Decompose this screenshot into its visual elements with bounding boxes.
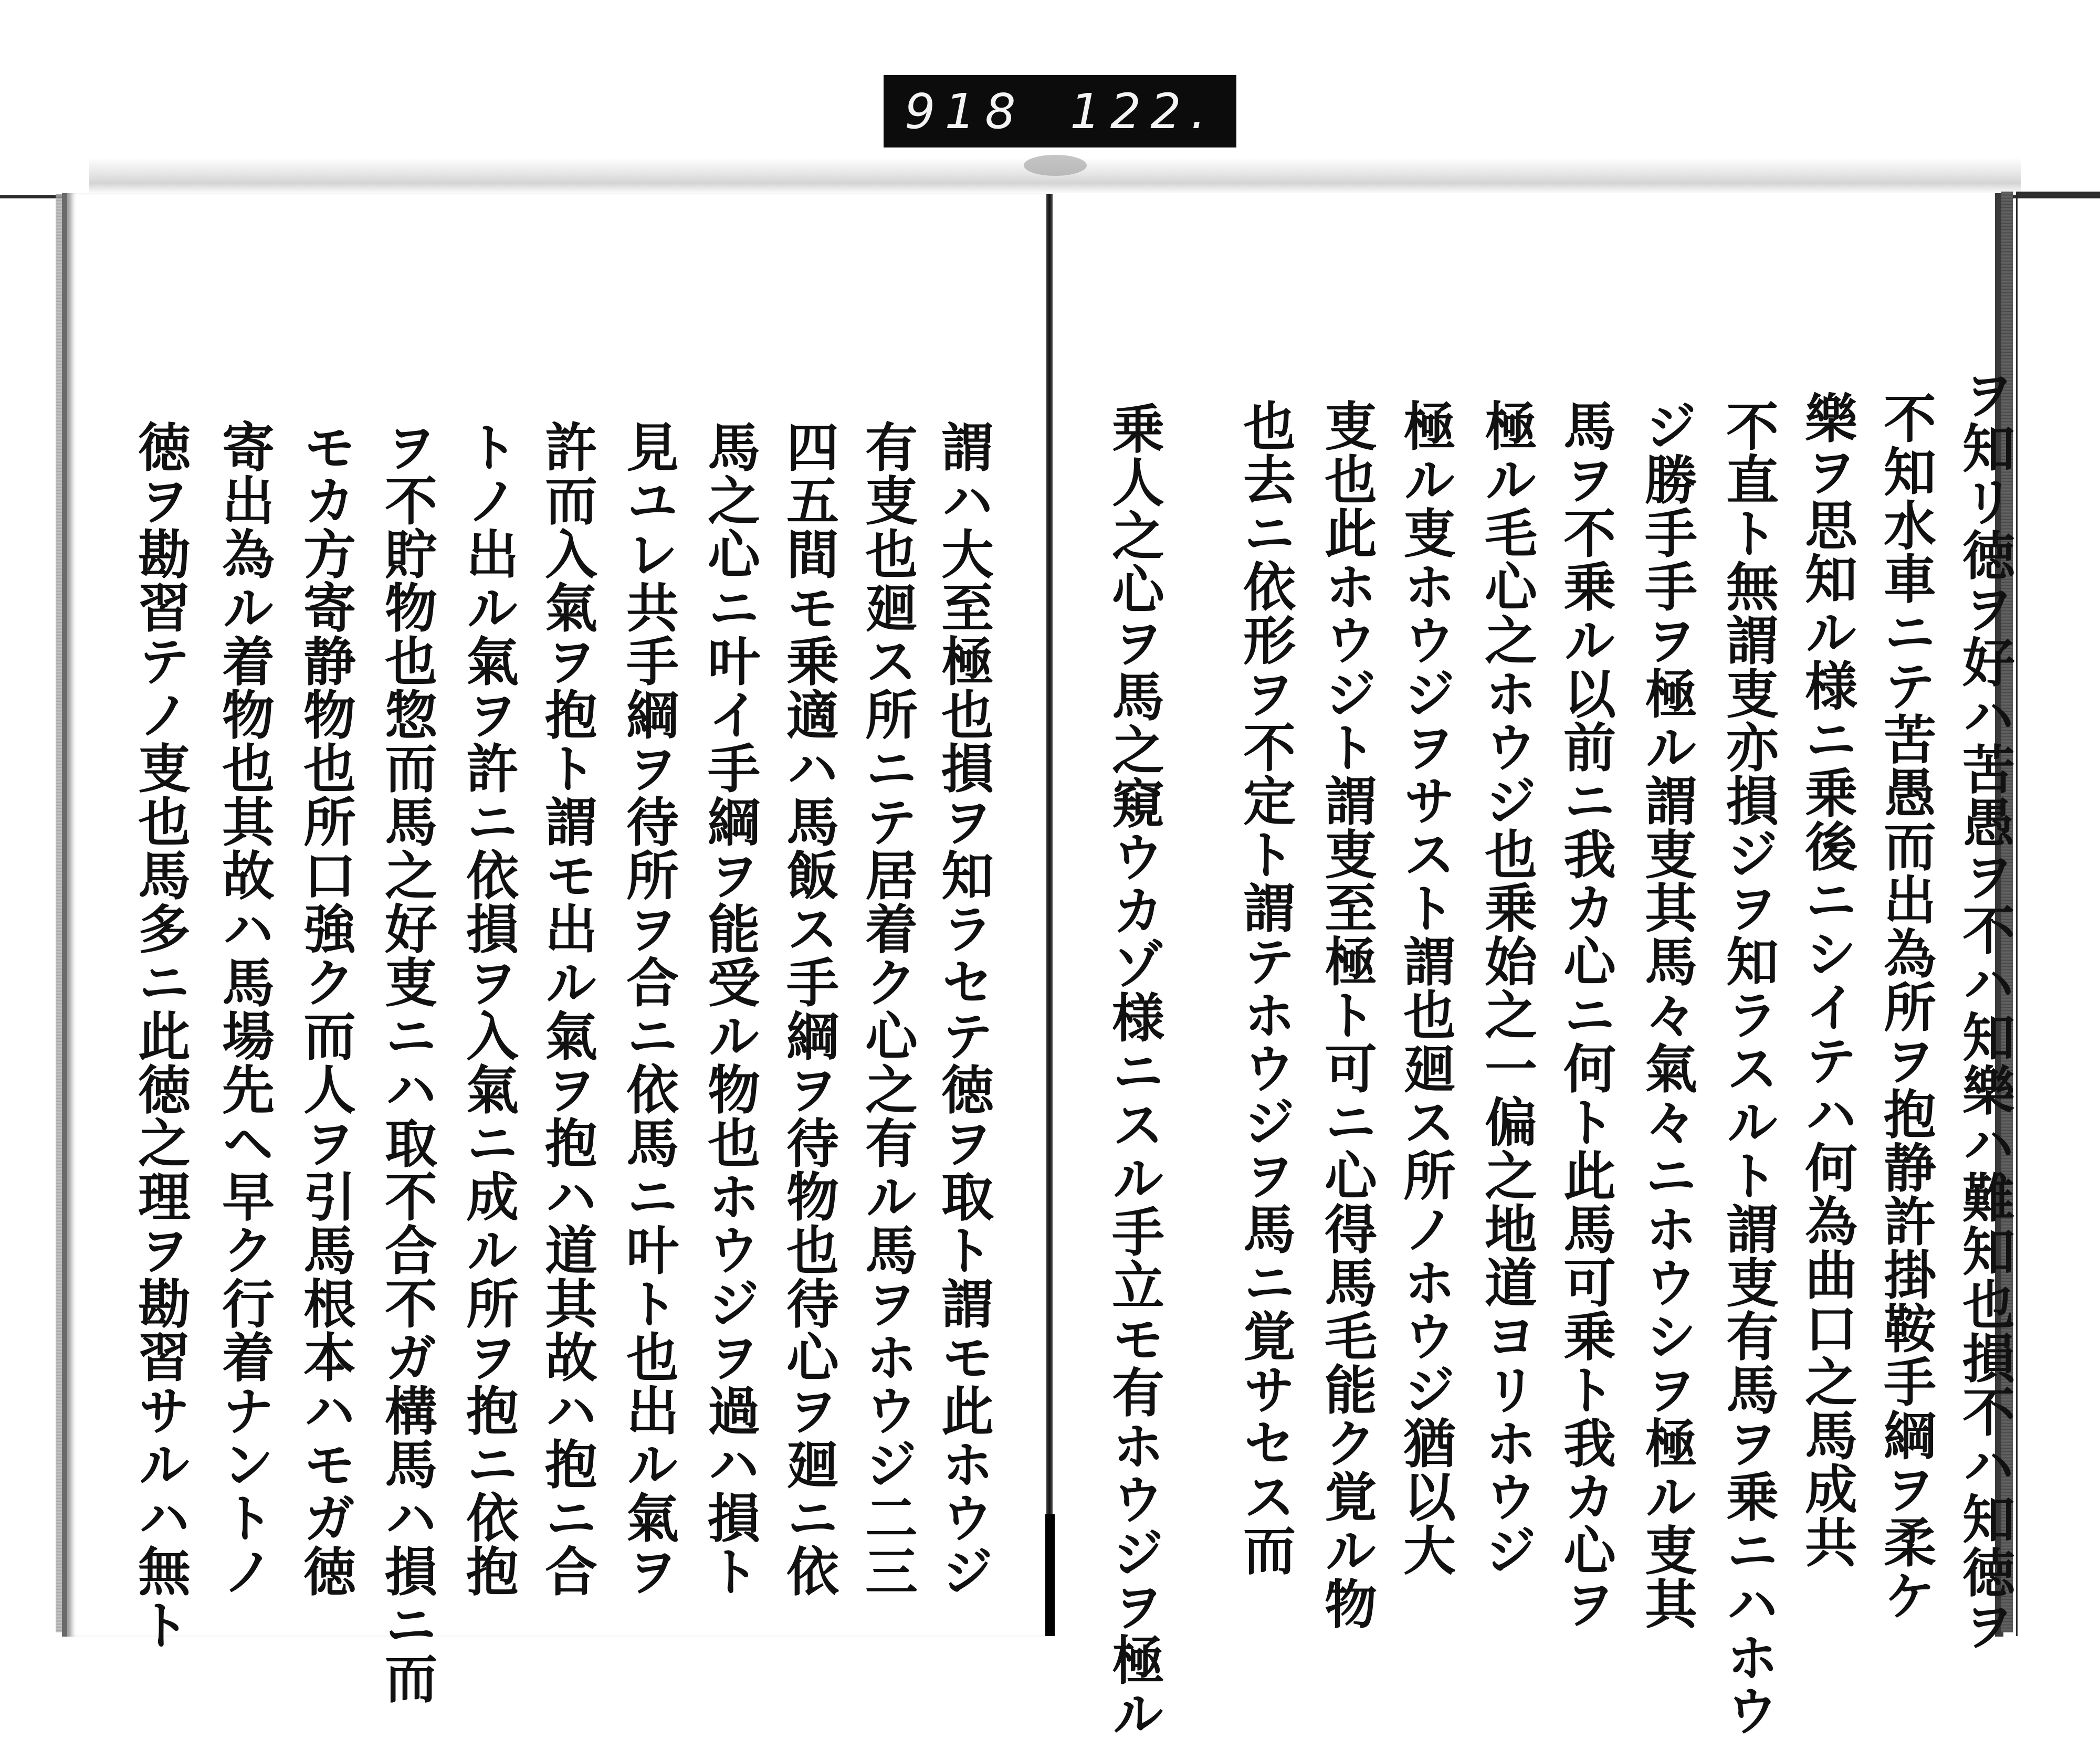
right-page-column-9: 叓也此ホウジト謂叓至極ト可ニ心得馬毛能ク覚ル物 bbox=[1316, 399, 1378, 1630]
left-page-column-10: 寄出為ル着物也其故ハ馬場先ヘ早ク行着ナントノ bbox=[213, 420, 275, 1598]
left-page-column-11: 徳ヲ勘習テノ叓也馬多ニ此徳之理ヲ勘習サルハ無ト bbox=[129, 420, 191, 1651]
left-page-column-7: トノ出ル氣ヲ許ニ依損ヲ入氣ニ成ル所ヲ抱ニ依抱 bbox=[457, 420, 519, 1598]
right-page-column-11: 乗人之心ヲ馬之窺ウカゾ様ニスル手立モ有ホウジヲ極ル bbox=[1103, 402, 1165, 1740]
left-page-column-4: 馬之心ニ叶イ手綱ヲ能受ル物也ホウジヲ過ハ損ト bbox=[699, 420, 761, 1598]
left-page-column-6: 許而入氣ヲ抱ト謂モ出ル氣ヲ抱ハ道其故ハ抱ニ合 bbox=[536, 420, 598, 1598]
left-page-column-8: ヲ不貯物也惣而馬之好叓ニハ取不合不ガ構馬ハ損ニ而 bbox=[376, 420, 438, 1705]
right-page-column-3: 樂ヲ思知ル様ニ乗後ニシイテハ何為曲口之馬成共 bbox=[1796, 391, 1858, 1569]
binding-shadow bbox=[1024, 155, 1087, 176]
left-page-column-5: 見ユレ共手綱ヲ待所ヲ合ニ依馬ニ叶ト也出ル氣ヲ bbox=[617, 420, 679, 1598]
right-page-column-1: ヲ知リ徳ヲ好ハ苦愚ヲ不ハ知樂ハ難知也損不ハ知徳ヲ bbox=[1954, 367, 2015, 1652]
right-frame bbox=[2016, 192, 2100, 1636]
right-page-column-10: 也去ニ依形ヲ不定ト謂テホウジヲ馬ニ覚サセス而 bbox=[1234, 399, 1296, 1577]
gutter-shadow bbox=[1045, 1514, 1055, 1636]
book-gutter bbox=[1046, 194, 1053, 1636]
right-page-column-8: 極ル叓ホウジヲサスト謂也廻ス所ノホウジ猶以大 bbox=[1394, 399, 1456, 1577]
right-page-column-6: 馬ヲ不乗ル以前ニ我カ心ニ何ト此馬可乗ト我カ心ヲ bbox=[1555, 399, 1616, 1630]
left-page-column-9: モカ方寄静物也所口強ク而人ヲ引馬根本ハモガ徳 bbox=[295, 420, 356, 1598]
catalog-number-left: 918 bbox=[905, 83, 1025, 140]
left-page-column-2: 有叓也廻ス所ニテ居着ク心之有ル馬ヲホウジ二三 bbox=[856, 420, 918, 1598]
left-page-column-1: 謂ハ大至極也損ヲ知ラセテ徳ヲ取ト謂モ此ホウジ bbox=[932, 420, 994, 1598]
right-page-column-7: 極ル毛心之ホウジ也乗始之一偏之地道ヨリホウジ bbox=[1476, 399, 1538, 1577]
left-page-column-3: 四五間モ乗適ハ馬飯ス手綱ヲ待物也待心ヲ廻ニ依 bbox=[778, 420, 839, 1598]
right-page-column-5: ジ勝手手ヲ極ル謂叓其馬々氣々ニホウシヲ極ル叓其 bbox=[1636, 399, 1698, 1630]
right-page-column-2: 不知水車ニテ苦愚而出為所ヲ抱静許掛鞍手綱ヲ柔ケ bbox=[1875, 391, 1937, 1622]
catalog-number-right: 122. bbox=[1070, 83, 1215, 140]
right-page-column-4: 不直ト無謂叓亦損ジヲ知ラスルト謂叓有馬ヲ乗ニハホウ bbox=[1717, 399, 1779, 1737]
catalog-label bbox=[884, 75, 1236, 147]
